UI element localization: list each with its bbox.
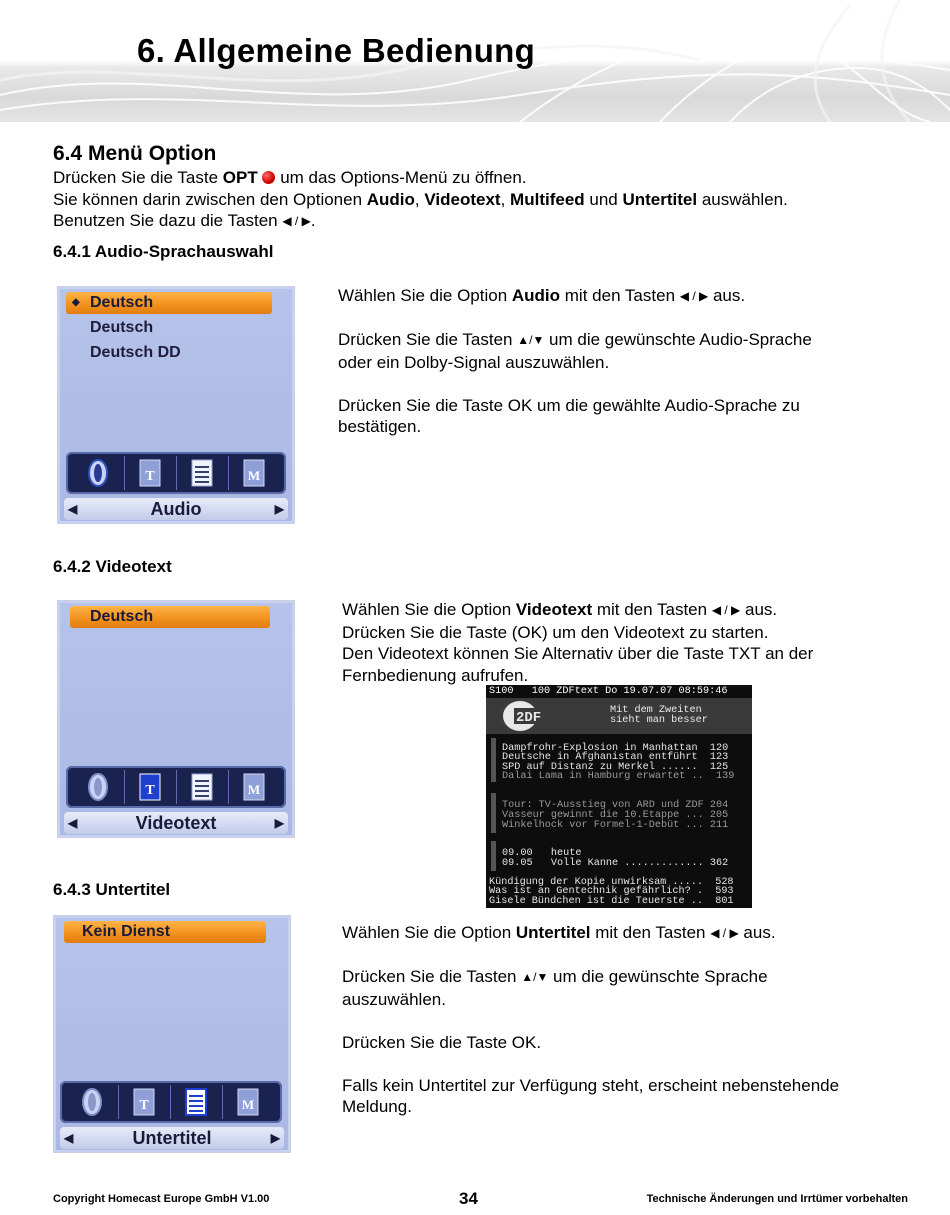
svg-text:T: T [139, 1098, 149, 1113]
icon-separator [228, 456, 229, 490]
audio-desc-line: Wählen Sie die Option Audio mit den Tasten ◀ / ▶ aus. [338, 286, 746, 305]
right-arrow-icon: ▶ [274, 816, 284, 830]
untertitel-description [342, 922, 922, 1118]
icon-separator [170, 1085, 171, 1119]
videotext-subsection-title: 6.4.2 Videotext [53, 557, 172, 576]
videotext-desc-line: Fernbedienung aufrufen. [342, 665, 529, 685]
teletext-line: Winkelhock vor Formel-1-Debüt ... 211 [502, 820, 729, 831]
teletext-line: Kündigung der Kopie unwirksam ..... 528 [489, 877, 734, 888]
teletext-line: 09.00 heute [502, 848, 582, 859]
speaker-icon [78, 1086, 106, 1118]
svg-text:T: T [145, 469, 155, 484]
untertitel-selected-item: Kein Dienst [64, 921, 266, 943]
teletext-block-marker [491, 738, 496, 782]
up-down-arrows-icon: ▲/▼ [517, 333, 545, 347]
teletext-line: Dalai Lama in Hamburg erwartet .. 139 [502, 771, 735, 782]
subtitle-document-icon [188, 771, 216, 803]
left-right-arrows-icon: ◀ / ▶ [282, 214, 311, 228]
teletext-slogan-line: Mit dem Zweiten [610, 705, 702, 716]
audio-selected-item: ◆ Deutsch [66, 292, 272, 314]
multifeed-icon [240, 771, 268, 803]
left-arrow-icon: ◀ [64, 1131, 74, 1145]
left-arrow-icon: ◀ [68, 816, 78, 830]
videotext-osd-label: ◀ Videotext ▶ [64, 812, 288, 834]
videotext-description [342, 599, 902, 686]
videotext-desc-line: Wählen Sie die Option Videotext mit den Tasten ◀ / ▶ aus. [342, 600, 778, 619]
radio-selected-icon: ◆ [72, 297, 80, 308]
speaker-icon [84, 457, 112, 489]
untertitel-desc-line: Falls kein Untertitel zur Verfügung steht, erscheint nebenstehende [342, 1075, 840, 1095]
videotext-desc-line: Den Videotext können Sie Alternativ über die Taste TXT an der [342, 644, 814, 663]
right-arrow-icon: ▶ [274, 502, 284, 516]
option-icon-bar [60, 1081, 282, 1123]
svg-text:2DF: 2DF [516, 710, 542, 726]
audio-desc-line: bestätigen. [338, 417, 422, 436]
videotext-desc-line: Drücken Sie die Taste (OK) um den Videotext zu starten. [342, 622, 769, 642]
option-icon-bar [66, 766, 286, 808]
page-number: 34 [459, 1189, 478, 1208]
left-right-arrows-icon: ◀ / ▶ [710, 926, 739, 940]
teletext-slogan-line: sieht man besser [610, 715, 708, 726]
svg-text:M: M [247, 468, 261, 483]
opt-red-button-icon [262, 171, 275, 184]
teletext-line: 09.05 Volle Kanne ............. 362 [502, 858, 729, 869]
multifeed-icon [234, 1086, 262, 1118]
icon-separator [222, 1085, 223, 1119]
teletext-line: Tour: TV-Ausstieg von ARD und ZDF 204 [502, 800, 729, 811]
teletext-line: Gisele Bündchen ist die Teuerste .. 801 [489, 896, 734, 907]
teletext-line: SPD auf Distanz zu Merkel ...... 125 [502, 762, 729, 773]
teletext-icon [136, 457, 164, 489]
svg-text:M: M [241, 1097, 255, 1112]
teletext-line: Dampfrohr-Explosion in Manhattan 120 [502, 743, 729, 754]
audio-subsection-title: 6.4.1 Audio-Sprachauswahl [53, 242, 274, 261]
subtitle-document-icon [182, 1086, 210, 1118]
untertitel-desc-line: Meldung. [342, 1097, 412, 1116]
untertitel-desc-line: Wählen Sie die Option Untertitel mit den Tasten ◀ / ▶ aus. [342, 923, 776, 942]
icon-separator [124, 770, 125, 804]
right-arrow-icon: ▶ [270, 1131, 280, 1145]
teletext-block-marker [491, 793, 496, 833]
section-title: 6.4 Menü Option [53, 142, 217, 165]
left-right-arrows-icon: ◀ / ▶ [679, 289, 709, 303]
svg-text:T: T [145, 783, 155, 798]
audio-osd-screen [57, 286, 295, 524]
intro-line-1: Drücken Sie die Taste OPT um das Options-Menü zu öffnen. [53, 168, 527, 187]
page-header-title: 6. Allgemeine Bedienung [137, 32, 536, 69]
footer-copyright: Copyright Homecast Europe GmbH V1.00 [53, 1193, 270, 1205]
footer-disclaimer: Technische Änderungen und Irrtümer vorbehalten [646, 1193, 908, 1205]
subtitle-document-icon [188, 457, 216, 489]
left-right-arrows-icon: ◀ / ▶ [711, 603, 741, 617]
teletext-line: Vasseur gewinnt die 10.Etappe ... 205 [502, 810, 729, 821]
left-arrow-icon: ◀ [68, 502, 78, 516]
audio-desc-line: Drücken Sie die Tasten ▲/▼ um die gewünschte Audio-Sprache [338, 330, 812, 349]
audio-desc-line: Drücken Sie die Taste OK um die gewählte Audio-Sprache zu [338, 395, 800, 415]
audio-osd-label: ◀ Audio ▶ [64, 498, 288, 520]
teletext-line: Deutsche in Afghanistan entführt 123 [502, 752, 729, 763]
intro-line-3: Benutzen Sie dazu die Tasten ◀ / ▶. [53, 211, 316, 230]
zdf-logo-icon [500, 699, 570, 733]
icon-separator [176, 456, 177, 490]
untertitel-desc-line: auszuwählen. [342, 989, 446, 1009]
untertitel-subsection-title: 6.4.3 Untertitel [53, 880, 171, 899]
untertitel-desc-line: Drücken Sie die Tasten ▲/▼ um die gewünschte Sprache [342, 967, 768, 986]
teletext-screenshot [486, 685, 752, 908]
option-icon-bar [66, 452, 286, 494]
speaker-icon [84, 771, 112, 803]
teletext-header: S100 100 ZDFtext Do 19.07.07 08:59:46 [489, 686, 728, 697]
icon-separator [176, 770, 177, 804]
untertitel-osd-screen [53, 915, 291, 1153]
multifeed-icon [240, 457, 268, 489]
svg-text:M: M [247, 782, 261, 797]
intro-paragraph [53, 167, 933, 233]
icon-separator [118, 1085, 119, 1119]
audio-option-item: Deutsch [90, 319, 154, 336]
intro-line-2: Sie können darin zwischen den Optionen Audio, Videotext, Multifeed und Untertitel auswählen. [53, 189, 788, 209]
icon-separator [228, 770, 229, 804]
videotext-selected-item: Deutsch [70, 606, 270, 628]
teletext-block-marker [491, 841, 496, 871]
icon-separator [124, 456, 125, 490]
teletext-icon [136, 771, 164, 803]
audio-description [338, 285, 898, 438]
audio-option-item: Deutsch DD [90, 344, 181, 361]
teletext-line: Was ist an Gentechnik gefährlich? . 593 [489, 886, 734, 897]
untertitel-desc-line: Drücken Sie die Taste OK. [342, 1032, 542, 1052]
up-down-arrows-icon: ▲/▼ [521, 970, 549, 984]
untertitel-osd-label: ◀ Untertitel ▶ [60, 1127, 284, 1149]
videotext-osd-screen [57, 600, 295, 838]
teletext-icon [130, 1086, 158, 1118]
audio-desc-line: oder ein Dolby-Signal auszuwählen. [338, 352, 610, 372]
